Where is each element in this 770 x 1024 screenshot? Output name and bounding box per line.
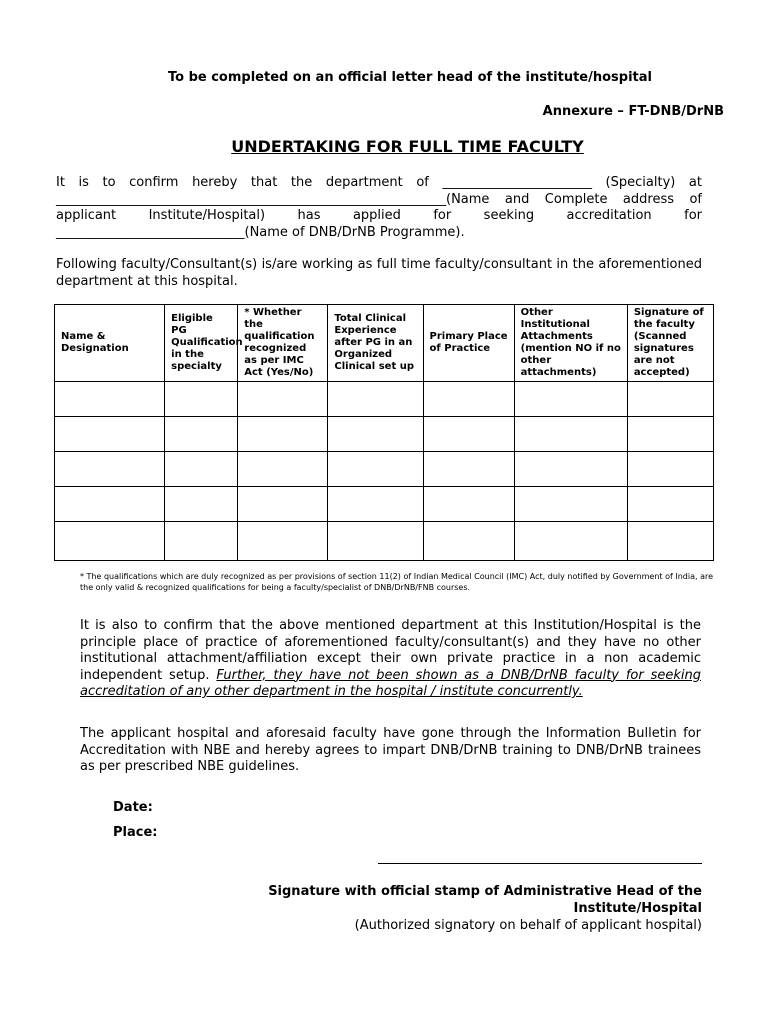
table-cell[interactable] [514, 487, 627, 522]
table-cell[interactable] [165, 382, 238, 417]
header-signature: Signature of the faculty (Scanned signatures are not accepted) [627, 305, 713, 382]
place-label: Place: [113, 825, 158, 840]
table-cell[interactable] [423, 382, 514, 417]
page-title: UNDERTAKING FOR FULL TIME FACULTY [231, 137, 584, 156]
table-cell[interactable] [165, 522, 238, 561]
table-cell[interactable] [627, 487, 713, 522]
confirmation-paragraph: It is to confirm hereby that the department of _______________________ (Specialty) at ____________________________________________________________(Name and Complete address of applicant Institute/Hospital) has applied for seeking accreditation for _____________________________(Name of DNB/DrNB Programme). [56, 175, 702, 240]
signature-line[interactable] [378, 855, 702, 864]
date-label: Date: [113, 800, 153, 815]
table-row [55, 487, 714, 522]
header-name-designation: Name & Designation [55, 305, 165, 382]
annexure-label: Annexure – FT-DNB/DrNB [542, 104, 724, 119]
table-cell[interactable] [423, 417, 514, 452]
table-cell[interactable] [55, 487, 165, 522]
faculty-intro-paragraph: Following faculty/Consultant(s) is/are working as full time faculty/consultant in the aforementioned department at this hospital. [56, 257, 702, 289]
signature-block [222, 883, 702, 934]
table-cell[interactable] [328, 487, 423, 522]
agreement-paragraph: The applicant hospital and aforesaid faculty have gone through the Information Bulletin for Accreditation with NBE and hereby agrees to impart DNB/DrNB training to DNB/DrNB trainees as per prescribed NBE guidelines. [80, 726, 701, 774]
table-cell[interactable] [238, 382, 328, 417]
table-cell[interactable] [238, 522, 328, 561]
signature-title: Signature with official stamp of Administrative Head of the Institute/Hospital [268, 884, 702, 916]
header-primary-practice: Primary Place of Practice [423, 305, 514, 382]
table-cell[interactable] [328, 452, 423, 487]
table-cell[interactable] [423, 522, 514, 561]
table-cell[interactable] [165, 417, 238, 452]
table-row [55, 522, 714, 561]
signature-note: (Authorized signatory on behalf of applicant hospital) [354, 918, 702, 933]
table-cell[interactable] [328, 382, 423, 417]
table-row [55, 417, 714, 452]
table-cell[interactable] [328, 417, 423, 452]
header-clinical-experience: Total Clinical Experience after PG in an Organized Clinical set up [328, 305, 423, 382]
table-row [55, 452, 714, 487]
table-cell[interactable] [423, 487, 514, 522]
table-cell[interactable] [238, 487, 328, 522]
imc-footnote: * The qualifications which are duly recognized as per provisions of section 11(2) of Indian Medical Council (IMC) Act, duly notified by Government of India, are the only valid & recognized qualifications for being a faculty/specialist of DNB/DrNB/FNB courses. [80, 572, 714, 592]
table-cell[interactable] [165, 487, 238, 522]
table-cell[interactable] [55, 417, 165, 452]
table-cell[interactable] [627, 417, 713, 452]
table-cell[interactable] [55, 452, 165, 487]
table-cell[interactable] [627, 382, 713, 417]
table-row [55, 382, 714, 417]
table-cell[interactable] [514, 417, 627, 452]
table-cell[interactable] [238, 452, 328, 487]
faculty-table [54, 304, 714, 561]
header-pg-qualification: Eligible PG Qualification in the specialty [165, 305, 238, 382]
letterhead-note: To be completed on an official letter head of the institute/hospital [167, 70, 653, 85]
table-cell[interactable] [627, 452, 713, 487]
table-cell[interactable] [423, 452, 514, 487]
header-imc-recognized: * Whether the qualification recognized as per IMC Act (Yes/No) [238, 305, 328, 382]
table-cell[interactable] [627, 522, 713, 561]
table-cell[interactable] [238, 417, 328, 452]
table-cell[interactable] [55, 522, 165, 561]
table-cell[interactable] [328, 522, 423, 561]
table-cell[interactable] [165, 452, 238, 487]
table-header-row [55, 305, 714, 382]
table-cell[interactable] [514, 382, 627, 417]
concurrency-emphasis: Further, they have not been shown as a DNB/DrNB faculty for seeking accreditation of any other department in the hospital / institute concurrently. [80, 667, 701, 699]
table-cell[interactable] [514, 522, 627, 561]
header-other-attachments: Other Institutional Attachments (mention NO if no other attachments) [514, 305, 627, 382]
table-cell[interactable] [514, 452, 627, 487]
practice-confirmation-paragraph [80, 618, 701, 701]
practice-confirmation-text: It is also to confirm that the above mentioned department at this Institution/Hospital is the principle place of practice of aforementioned faculty/consultant(s) and they have no other institutional attachment/affiliation except their own private practice in a non academic independent setup. [80, 618, 701, 683]
table-cell[interactable] [55, 382, 165, 417]
